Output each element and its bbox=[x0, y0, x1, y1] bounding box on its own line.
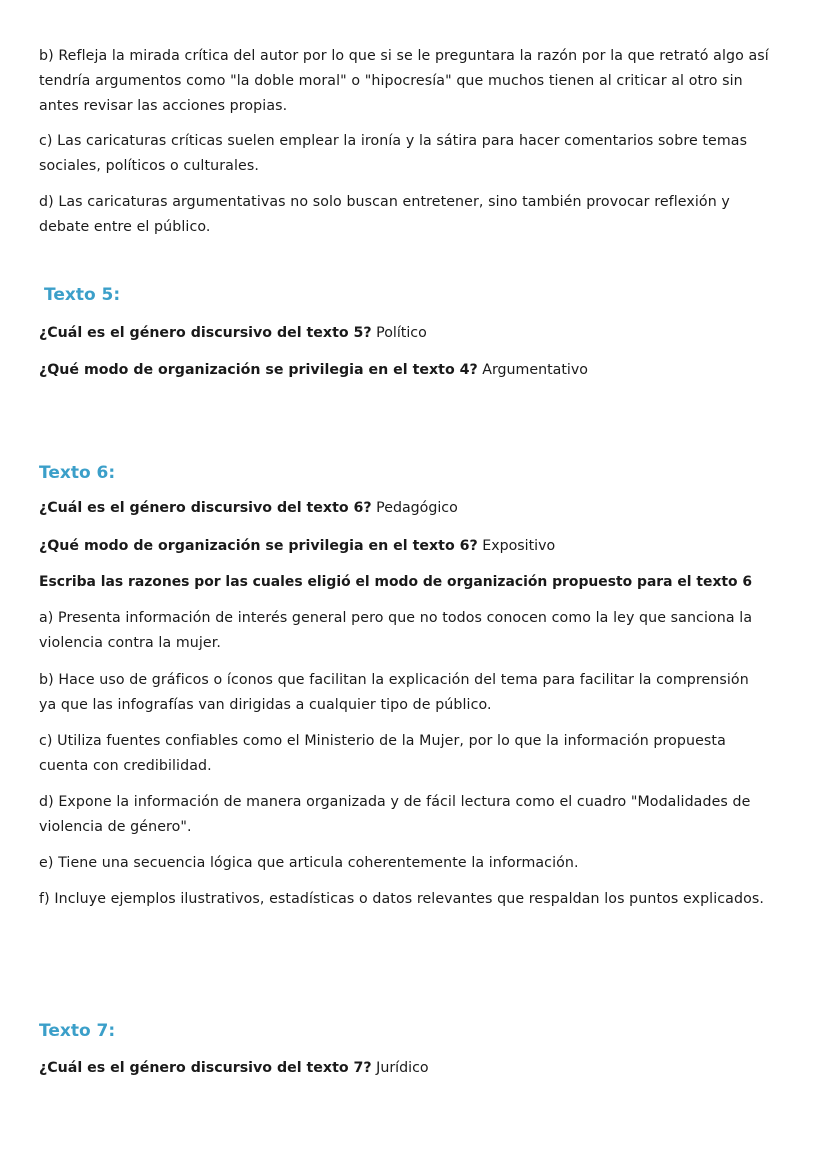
question-label: ¿Cuál es el género discursivo del texto 6? bbox=[39, 500, 372, 516]
prompt-text: Escriba las razones por las cuales eligió el modo de organización propuesto para el texto 6 bbox=[39, 574, 753, 590]
texto6-item-f: f) Incluye ejemplos ilustrativos, estadísticas o datos relevantes que respaldan los puntos explicados. bbox=[39, 891, 764, 907]
texto7-heading: Texto 7: bbox=[39, 1021, 116, 1041]
answer-text: Argumentativo bbox=[477, 362, 588, 378]
continuation-item-d: d) Las caricaturas argumentativas no solo buscan entretener, sino también provocar reflexión y debate entre el público. bbox=[39, 194, 730, 235]
texto6-item-d: d) Expone la información de manera organizada y de fácil lectura como el cuadro "Modalidades de violencia de género". bbox=[39, 794, 751, 835]
question-label: ¿Qué modo de organización se privilegia en el texto 6? bbox=[39, 538, 478, 554]
answer-text: Pedagógico bbox=[371, 500, 458, 516]
question-label: ¿Qué modo de organización se privilegia en el texto 4? bbox=[39, 362, 478, 378]
texto6-reasons-prompt bbox=[39, 570, 752, 595]
continuation-item-c: c) Las caricaturas críticas suelen emplear la ironía y la sátira para hacer comentarios sobre temas sociales, políticos o culturales. bbox=[39, 133, 748, 174]
texto6-item-b: b) Hace uso de gráficos o íconos que facilitan la explicación del tema para facilitar la comprensión ya que las infografías van dirigidas a cualquier tipo de público. bbox=[39, 672, 749, 713]
texto6-item-e: e) Tiene una secuencia lógica que articula coherentemente la información. bbox=[39, 855, 579, 871]
continuation-item-b: b) Refleja la mirada crítica del autor por lo que si se le preguntara la razón por la que retrató algo así tendría argumentos como "la doble moral" o "hipocresía" que muchos tienen al criticar al otro sin antes revisar las acciones propias. bbox=[39, 48, 769, 114]
texto6-question-genre bbox=[39, 496, 458, 521]
texto6-question-mode bbox=[39, 534, 555, 559]
answer-text: Expositivo bbox=[477, 538, 556, 554]
texto5-question-mode bbox=[39, 358, 588, 383]
texto6-item-c: c) Utiliza fuentes confiables como el Ministerio de la Mujer, por lo que la información propuesta cuenta con credibilidad. bbox=[39, 733, 726, 774]
texto6-heading: Texto 6: bbox=[39, 463, 116, 483]
texto5-question-genre bbox=[39, 321, 427, 346]
answer-text: Jurídico bbox=[371, 1060, 429, 1076]
question-label: ¿Cuál es el género discursivo del texto 7? bbox=[39, 1060, 372, 1076]
question-label: ¿Cuál es el género discursivo del texto 5? bbox=[39, 325, 372, 341]
texto5-heading: Texto 5: bbox=[44, 285, 121, 305]
texto6-item-a: a) Presenta información de interés general pero que no todos conocen como la ley que sanciona la violencia contra la mujer. bbox=[39, 610, 753, 651]
texto7-question-genre bbox=[39, 1056, 429, 1081]
answer-text: Político bbox=[371, 325, 427, 341]
